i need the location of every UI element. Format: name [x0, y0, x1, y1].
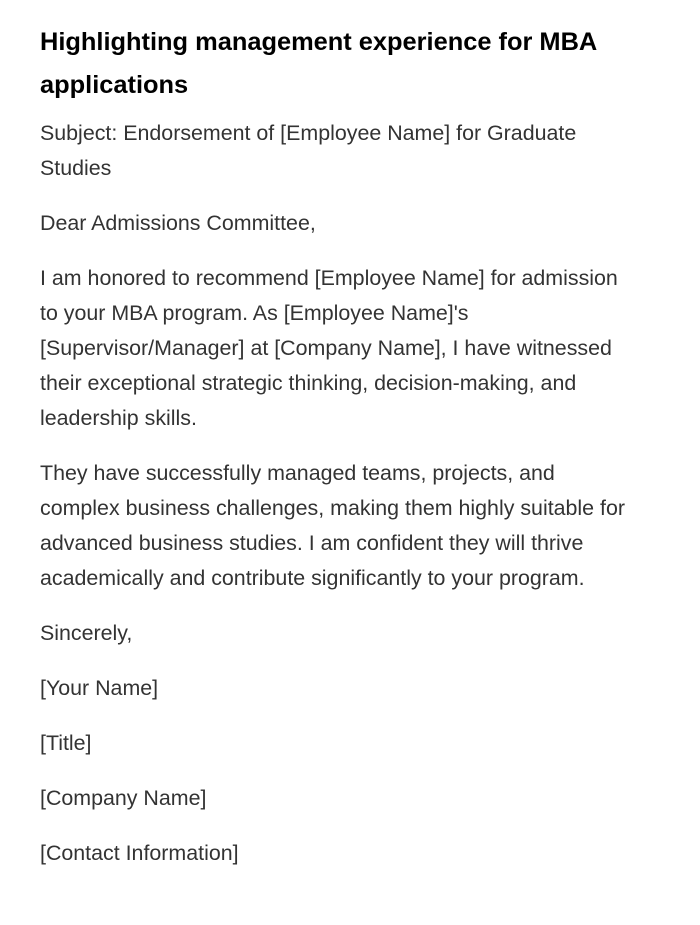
body-paragraph-2: They have successfully managed teams, projects, and complex business challenges, making them highly suitable for advanced business studies. I am confident they will thrive academically and contribute significantly to your program.	[40, 461, 625, 590]
signature-name: [Your Name]	[40, 676, 159, 700]
signature-company: [Company Name]	[40, 786, 207, 810]
salutation: Dear Admissions Committee,	[40, 211, 316, 235]
subject-line: Subject: Endorsement of [Employee Name] for Graduate Studies	[40, 121, 577, 180]
signature-title: [Title]	[40, 731, 92, 755]
signature-contact: [Contact Information]	[40, 841, 239, 865]
page-title: Highlighting management experience for MBA applications	[40, 28, 597, 99]
closing: Sincerely,	[40, 621, 133, 645]
body-paragraph-1: I am honored to recommend [Employee Name] for admission to your MBA program. As [Employee Name]'s [Supervisor/Manager] at [Company Name], I have witnessed their exceptional strategic thinking, decision-making, and leadership skills.	[40, 266, 618, 430]
